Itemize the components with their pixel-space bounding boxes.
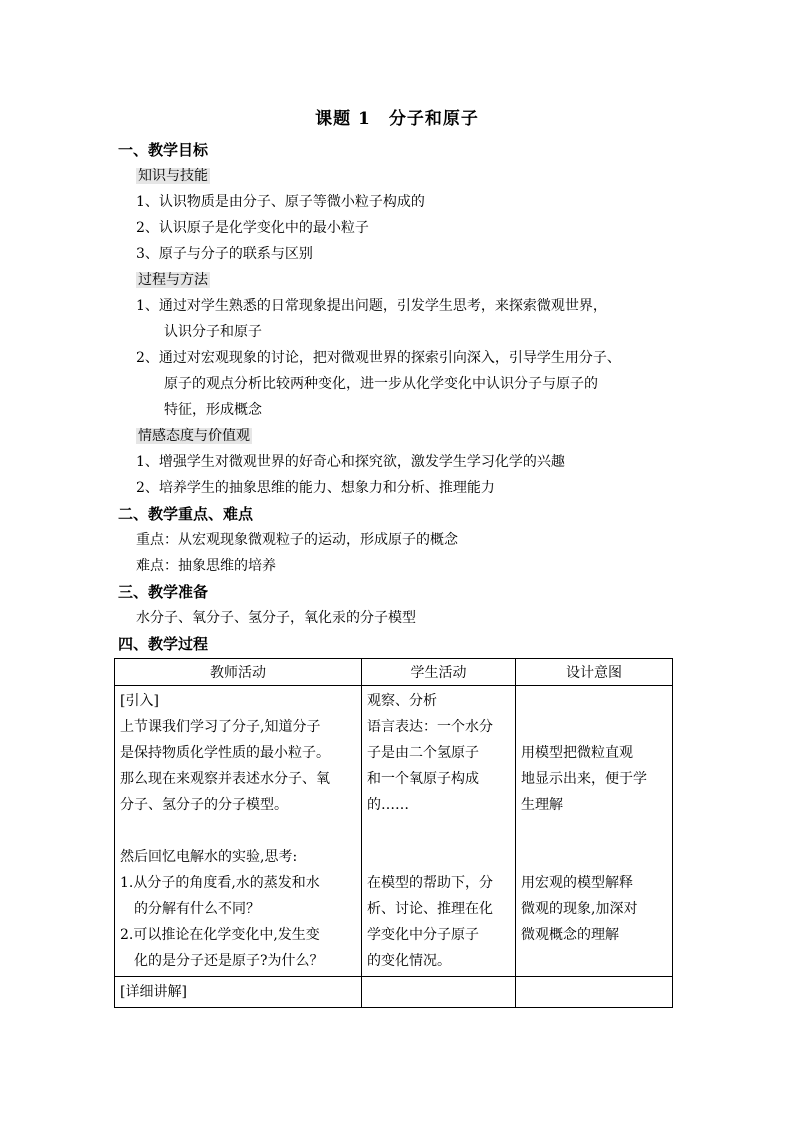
cell-teacher-activity: [引入] 上节课我们学习了分子,知道分子 是保持物质化学性质的最小粒子。 那么现在来观察并表述水分子、氧 分子、氢分子的分子模型。 然后回忆电解水的实验,思考: 1.从分子的角度看,水的蒸发和水 的分解有什么不同？ 2.可以推论在化学变化中,发生变 化的是分子还是原子?为什么？	[115, 686, 362, 977]
title-lesson-number: 课题 1	[315, 109, 371, 129]
cell-design-intent: 用模型把微粒直观 地显示出来，便于学 生理解 用宏观的模型解释 微观的现象,加深对 微观概念的理解	[516, 686, 673, 977]
header-student-activity: 学生活动	[362, 659, 516, 686]
knowledge-item-3: 3、原子与分子的联系与区别	[136, 246, 313, 262]
subheading-attitude: 情感态度与价值观	[138, 428, 250, 444]
cell-student-activity	[362, 977, 516, 1008]
section-heading-goals: 一、教学目标	[118, 141, 209, 159]
subheading-process: 过程与方法	[138, 272, 208, 288]
page-title	[0, 104, 794, 129]
header-design-intent: 设计意图	[516, 659, 673, 686]
teaching-process-table	[114, 658, 673, 1008]
attitude-item-1: 1、增强学生对微观世界的好奇心和探究欲，激发学生学习化学的兴趣	[136, 454, 565, 470]
subheading-knowledge: 知识与技能	[138, 168, 208, 184]
cell-design-intent	[516, 977, 673, 1008]
difficulty-text: 难点：抽象思维的培养	[136, 558, 276, 574]
cell-teacher-activity: [详细讲解]	[115, 977, 362, 1008]
process-item-2-line-2: 原子的观点分析比较两种变化，进一步从化学变化中认识分子与原子的	[164, 376, 598, 392]
knowledge-item-1: 1、认识物质是由分子、原子等微小粒子构成的	[136, 194, 425, 210]
table-row	[115, 686, 673, 977]
header-teacher-activity: 教师活动	[115, 659, 362, 686]
section-heading-prep: 三、教学准备	[118, 583, 209, 601]
attitude-item-2: 2、培养学生的抽象思维的能力、想象力和分析、推理能力	[136, 480, 495, 496]
process-item-1-line-2: 认识分子和原子	[164, 324, 262, 340]
process-item-2-line-3: 特征，形成概念	[164, 402, 262, 418]
section-heading-process: 四、教学过程	[118, 635, 209, 653]
section-heading-keypoints: 二、教学重点、难点	[118, 505, 254, 523]
cell-student-activity: 观察、分析 语言表达：一个水分 子是由二个氢原子 和一个氧原子构成 的…… 在模型的帮助下，分 析、讨论、推理在化 学变化中分子原子 的变化情况。	[362, 686, 516, 977]
process-item-1-line-1: 1、通过对学生熟悉的日常现象提出问题，引发学生思考，来探索微观世界，	[136, 298, 607, 314]
keypoint-text: 重点：从宏观现象微观粒子的运动，形成原子的概念	[136, 532, 458, 548]
knowledge-item-2: 2、认识原子是化学变化中的最小粒子	[136, 220, 369, 236]
title-topic: 分子和原子	[388, 109, 479, 129]
prep-text: 水分子、氧分子、氢分子，氧化汞的分子模型	[136, 610, 416, 626]
table-header-row	[115, 659, 673, 686]
process-item-2-line-1: 2、通过对宏观现象的讨论，把对微观世界的探索引向深入，引导学生用分子、	[136, 350, 621, 366]
table-row	[115, 977, 673, 1008]
